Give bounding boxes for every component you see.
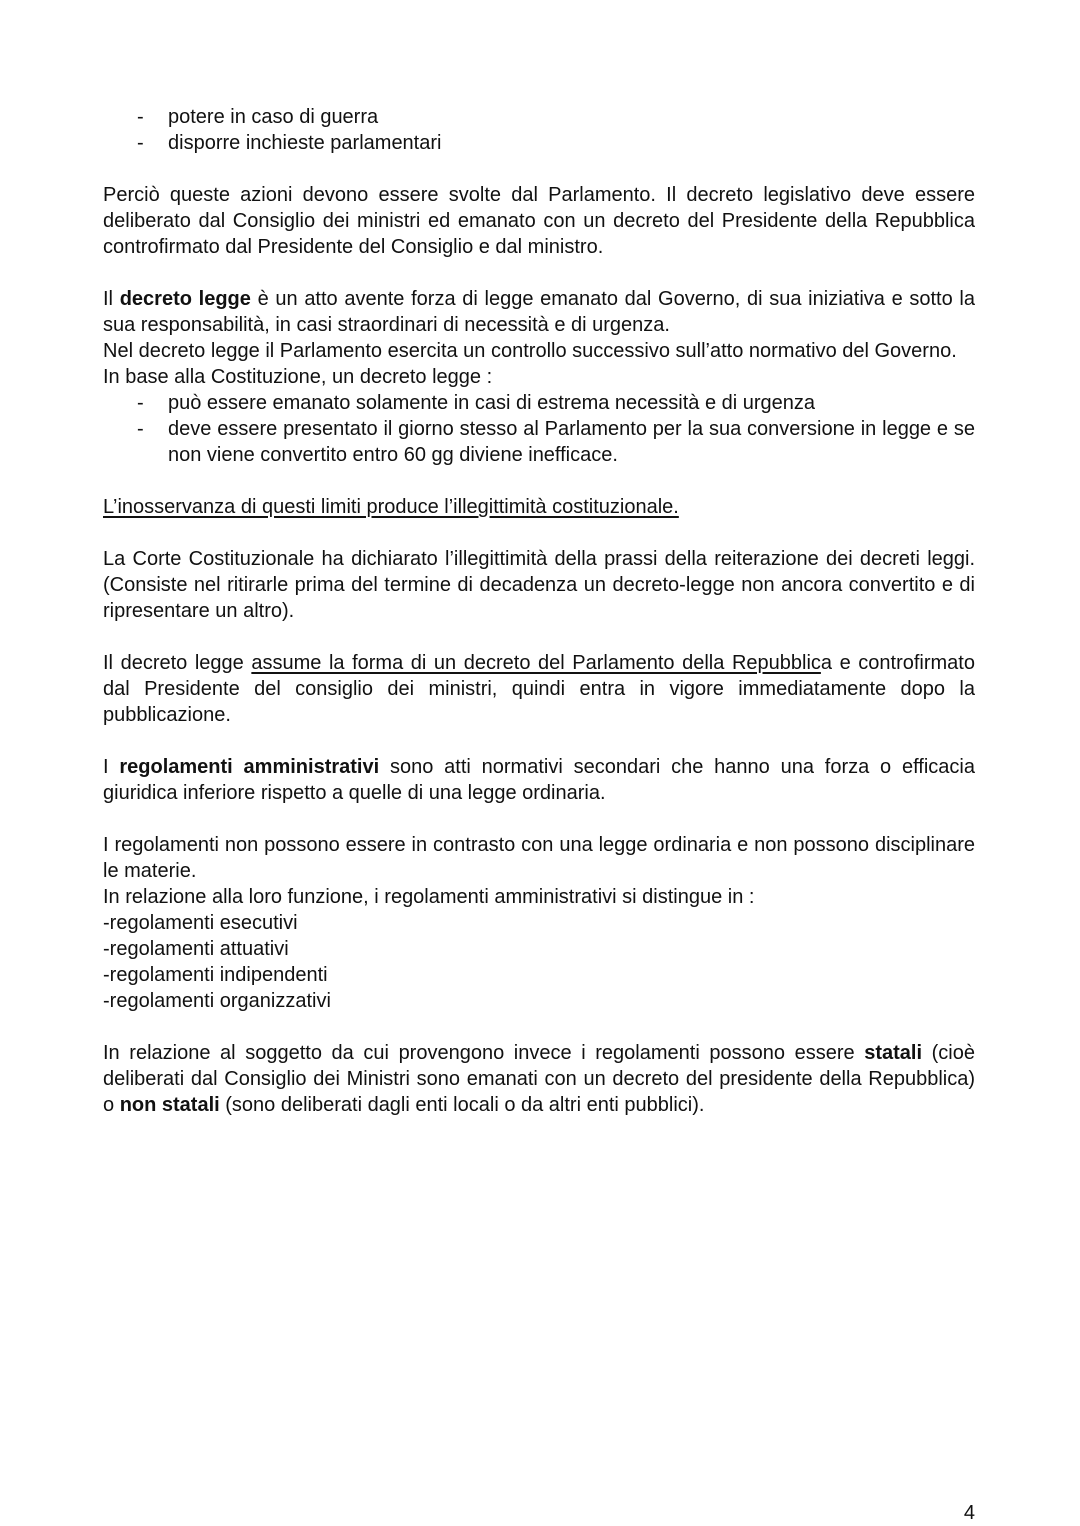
underlined-statement: L’inosservanza di questi limiti produce l’illegittimità costituzionale. [103,496,679,518]
paragraph: La Corte Costituzionale ha dichiarato l’illegittimità della prassi della reiterazione dei decreti leggi.(Consiste nel ritirarle prima del termine di decadenza un decreto-legge non ancora convertito e di ripresentare un altro). [103,548,975,622]
list-item: - deve essere presentato il giorno stesso al Parlamento per la sua conversione in legge e se non viene convertito entro 60 gg diviene inefficace. [137,418,975,466]
list-item: - disporre inchieste parlamentari [137,132,442,154]
paragraph: I regolamenti amministrativi sono atti normativi secondari che hanno una forza o efficacia giuridica inferiore rispetto a quelle di una legge ordinaria. [103,756,975,804]
paragraph: In relazione alla loro funzione, i regolamenti amministrativi si distingue in : [103,886,755,908]
document-body [103,104,975,1118]
list-item: - potere in caso di guerra [137,106,379,128]
list-item: -regolamenti indipendenti [103,964,328,986]
paragraph: Perciò queste azioni devono essere svolte dal Parlamento. Il decreto legislativo deve essere deliberato dal Consiglio dei ministri ed emanato con un decreto del Presidente della Repubblica controfirmato dal Presidente del Consiglio e dal ministro. [103,184,975,258]
paragraph: In relazione al soggetto da cui provengono invece i regolamenti possono essere statali (cioè deliberati dal Consiglio dei Ministri sono emanati con un decreto del presidente della Repubblica) o non statali (sono deliberati dagli enti locali o da altri enti pubblici). [103,1042,975,1116]
list-item: -regolamenti attuativi [103,938,289,960]
paragraph: Nel decreto legge il Parlamento esercita un controllo successivo sull’atto normativo del Governo. [103,340,957,362]
list-item: - può essere emanato solamente in casi di estrema necessità e di urgenza [137,392,816,414]
list-item: -regolamenti esecutivi [103,912,298,934]
list-item: -regolamenti organizzativi [103,990,331,1012]
page-number: 4 [963,1502,975,1524]
paragraph: I regolamenti non possono essere in contrasto con una legge ordinaria e non possono disciplinare le materie. [103,834,975,882]
paragraph: In base alla Costituzione, un decreto legge : [103,366,493,388]
paragraph: Il decreto legge assume la forma di un decreto del Parlamento della Repubblica e controfirmato dal Presidente del consiglio dei ministri, quindi entra in vigore immediatamente dopo la pubblicazione. [103,652,975,726]
paragraph: Il decreto legge è un atto avente forza di legge emanato dal Governo, di sua iniziativa e sotto la sua responsabilità, in casi straordinari di necessità e di urgenza. [103,288,975,336]
